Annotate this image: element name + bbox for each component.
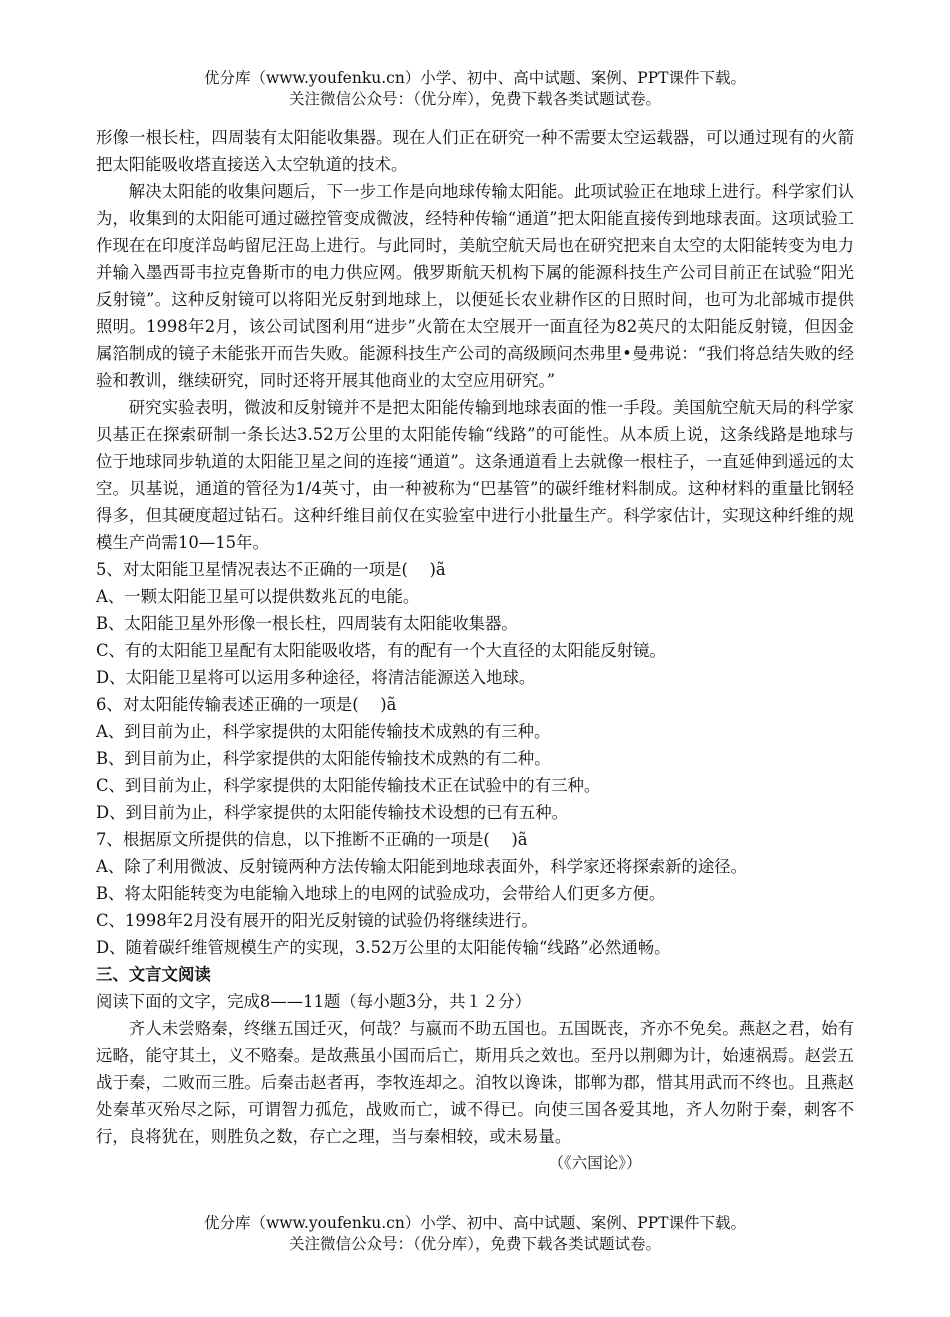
page-header [0,68,950,110]
passage-paragraph-3: 研究实验表明，微波和反射镜并不是把太阳能传输到地球表面的惟一手段。美国航空航天局的科学家贝基正在探索研制一条长达3.52万公里的太阳能传输“线路”的可能性。从本质上说，这条线路是地球与位于地球同步轨道的太阳能卫星之间的连接“通道”。这条通道看上去就像一根柱子，一直延伸到遥远的太空。贝基说，通道的管径为1/4英寸，由一种被称为“巴基管”的碳纤维材料制成。这种材料的重量比钢轻得多，但其硬度超过钻石。这种纤维目前仅在实验室中进行小批量生产。科学家估计，实现这种纤维的规模生产尚需10—15年。 [96,398,854,552]
question-7-option-a: A、除了利用微波、反射镜两种方法传输太阳能到地球表面外，科学家还将探索新的途径。 [96,857,748,876]
page-footer [0,1213,950,1255]
question-5-option-d: D、太阳能卫星将可以运用多种途径，将清洁能源送入地球。 [96,668,536,687]
question-7-stem: 7、根据原文所提供的信息，以下推断不正确的一项是( )ã [96,830,528,849]
question-6-stem: 6、对太阳能传输表述正确的一项是( )ã [96,695,397,714]
question-7-option-b: B、将太阳能转变为电能输入地球上的电网的试验成功，会带给人们更多方便。 [96,884,666,903]
question-7-option-d: D、随着碳纤维管规模生产的实现，3.52万公里的太阳能传输“线路”必然通畅。 [96,938,671,957]
passage-paragraph-1: 形像一根长柱，四周装有太阳能收集器。现在人们正在研究一种不需要太空运载器，可以通过现有的火箭把太阳能吸收塔直接送入太空轨道的技术。 [96,128,854,174]
question-6-option-b: B、到目前为止，科学家提供的太阳能传输技术成熟的有二种。 [96,749,551,768]
passage-paragraph-2: 解决太阳能的收集问题后，下一步工作是向地球传输太阳能。此项试验正在地球上进行。科学家们认为，收集到的太阳能可通过磁控管变成微波，经特种传输“通道”把太阳能直接传到地球表面。这项试验工作现在在印度洋岛屿留尼汪岛上进行。与此同时，美航空航天局也在研究把来自太空的太阳能转变为电力并输入墨西哥韦拉克鲁斯市的电力供应网。俄罗斯航天机构下属的能源科技生产公司目前正在试验“阳光反射镜”。这种反射镜可以将阳光反射到地球上，以便延长农业耕作区的日照时间，也可为北部城市提供照明。1998年2月，该公司试图利用“进步”火箭在太空展开一面直径为82英尺的太阳能反射镜，但因金属箔制成的镜子未能张开而告失败。能源科技生产公司的高级顾问杰弗里•曼弗说：“我们将总结失败的经验和教训，继续研究，同时还将开展其他商业的太空应用研究。” [96,182,854,390]
question-5-option-b: B、太阳能卫星外形像一根长柱，四周装有太阳能收集器。 [96,614,518,633]
footer-line-1: 优分库（www.youfenku.cn）小学、初中、高中试题、案例、PPT课件下载。 [203,1214,747,1232]
section-3-title: 三、文言文阅读 [96,965,211,984]
question-5-option-a: A、一颗太阳能卫星可以提供数兆瓦的电能。 [96,587,420,606]
classical-text: 齐人未尝赂秦，终继五国迁灭，何哉？与嬴而不助五国也。五国既丧，齐亦不免矣。燕赵之君，始有远略，能守其土，义不赂秦。是故燕虽小国而后亡，斯用兵之效也。至丹以荆卿为计，始速祸焉。赵尝五战于秦，二败而三胜。后秦击赵者再，李牧连却之。洎牧以谗诛，邯郸为郡，惜其用武而不终也。且燕赵处秦革灭殆尽之际，可谓智力孤危，战败而亡，诚不得已。向使三国各爱其地，齐人勿附于秦，刺客不行，良将犹在，则胜负之数，存亡之理，当与秦相较，或未易量。 [96,1019,854,1146]
section-3-instruction: 阅读下面的文字，完成8——11题（每小题3分，共１２分） [96,992,532,1011]
footer-line-2: 关注微信公众号：（优分库），免费下载各类试题试卷。 [288,1235,661,1253]
classical-text-source: （《六国论》） [548,1154,642,1172]
question-6-option-d: D、到目前为止，科学家提供的太阳能传输技术设想的已有五种。 [96,803,569,822]
document-body [96,124,854,1176]
question-6-option-c: C、到目前为止，科学家提供的太阳能传输技术正在试验中的有三种。 [96,776,601,795]
question-5-stem: 5、对太阳能卫星情况表达不正确的一项是( )ã [96,560,446,579]
question-5-option-c: C、有的太阳能卫星配有太阳能吸收塔，有的配有一个大直径的太阳能反射镜。 [96,641,666,660]
question-6-option-a: A、到目前为止，科学家提供的太阳能传输技术成熟的有三种。 [96,722,551,741]
header-line-1: 优分库（www.youfenku.cn）小学、初中、高中试题、案例、PPT课件下载。 [203,69,747,87]
header-line-2: 关注微信公众号：（优分库），免费下载各类试题试卷。 [288,90,661,108]
question-7-option-c: C、1998年2月没有展开的阳光反射镜的试验仍将继续进行。 [96,911,538,930]
